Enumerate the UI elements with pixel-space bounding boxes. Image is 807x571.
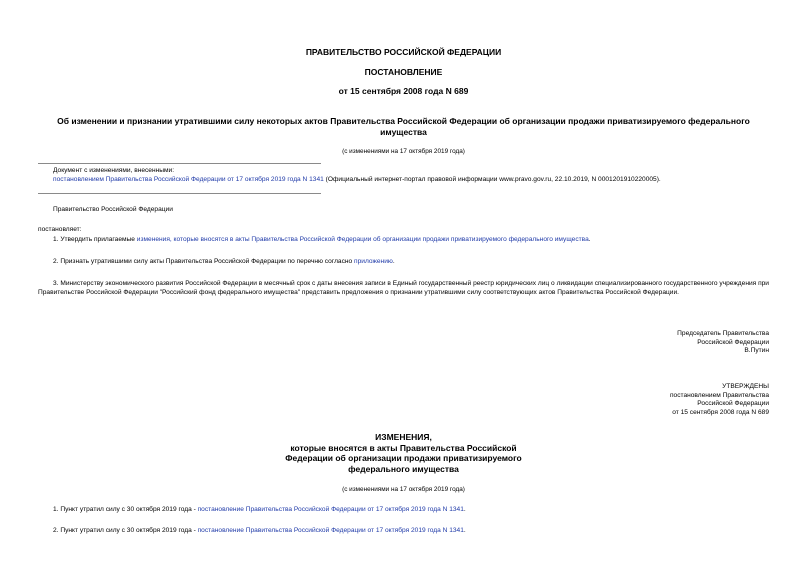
government-line: Правительство Российской Федерации	[53, 206, 173, 213]
changes-link[interactable]: изменения, которые вносятся в акты Правительства Российской Федерации об организации продажи приватизируемого федерального имущества	[136, 236, 589, 243]
changes-item-2-text: 2. Пункт утратил силу с 30 октября 2019 года -	[53, 527, 198, 534]
approval-by: постановлением Правительства	[669, 391, 769, 399]
changes-title-3: Федерации об организации продажи приватизируемого	[285, 453, 522, 463]
government-heading: ПРАВИТЕЛЬСТВО РОССИЙСКОЙ ФЕДЕРАЦИИ	[305, 47, 502, 57]
changes-item-2-end: .	[463, 527, 466, 534]
paragraph-2-end: .	[392, 258, 395, 265]
divider-bottom	[38, 193, 321, 194]
changes-item-2	[53, 527, 773, 536]
paragraph-1-end: .	[588, 236, 591, 243]
changes-lead: Документ с изменениями, внесенными:	[53, 167, 175, 174]
changes-item-1-end: .	[463, 506, 466, 513]
document-type: ПОСТАНОВЛЕНИЕ	[364, 67, 443, 77]
appendix-link[interactable]: приложению	[354, 258, 393, 265]
approval-date: от 15 сентября 2008 года N 689	[672, 408, 769, 416]
signature-org: Российской Федерации	[697, 338, 769, 346]
changes-section-note: (с изменениями на 17 октября 2019 года)	[342, 486, 465, 493]
decrees-word: постановляет:	[38, 226, 82, 233]
document-date-number: от 15 сентября 2008 года N 689	[338, 86, 469, 96]
divider-top	[38, 163, 321, 164]
changes-item-2-link[interactable]: постановление Правительства Российской Федерации от 17 октября 2019 года N 1341	[197, 527, 464, 534]
paragraph-2-text: 2. Признать утратившими силу акты Правительства Российской Федерации по перечню согласно	[53, 258, 355, 265]
approval-org: Российской Федерации	[697, 400, 769, 408]
changes-heading	[0, 432, 807, 474]
signature-position: Председатель Правительства	[677, 330, 769, 337]
document-title: Об изменении и признании утратившими силу некоторых актов Правительства Российской Федерации об организации продажи приватизируемого федерального имущества	[57, 116, 750, 137]
signature-name: В.Путин	[744, 347, 769, 355]
paragraph-3: 3. Министерству экономического развития Российской Федерации в месячный срок с даты внесения записи в Единый государственный реестр юридических лиц о ликвидации специализированного государственного учреждения при Правительстве Российской Федерации "Российский фонд федерального имущества" представить предложения о признании утратившими силу соответствующих актов Правительства Российской Федерации.	[38, 280, 769, 296]
changes-source	[53, 176, 773, 185]
approval-block	[670, 383, 769, 417]
changes-note: (с изменениями на 17 октября 2019 года)	[342, 148, 465, 155]
amendment-link[interactable]: постановлением Правительства Российской Федерации от 17 октября 2019 года N 1341	[53, 175, 324, 183]
changes-item-1	[53, 506, 773, 515]
changes-item-1-text: 1. Пункт утратил силу с 30 октября 2019 года -	[53, 506, 198, 513]
signature-block	[677, 330, 769, 356]
changes-item-1-link[interactable]: постановление Правительства Российской Федерации от 17 октября 2019 года N 1341	[197, 506, 464, 513]
paragraph-1-text: 1. Утвердить прилагаемые	[53, 236, 137, 243]
changes-box	[53, 167, 773, 184]
paragraph-2	[53, 258, 773, 267]
paragraph-1	[53, 236, 773, 245]
changes-title-2: которые вносятся в акты Правительства Российской	[290, 442, 517, 453]
changes-title-1: ИЗМЕНЕНИЯ,	[375, 432, 432, 442]
changes-tail: (Официальный интернет-портал правовой информации www.pravo.gov.ru, 22.10.2019, N 0001201910220005).	[323, 175, 661, 183]
approval-heading: УТВЕРЖДЕНЫ	[722, 383, 769, 390]
changes-title-4: федерального имущества	[348, 463, 459, 474]
